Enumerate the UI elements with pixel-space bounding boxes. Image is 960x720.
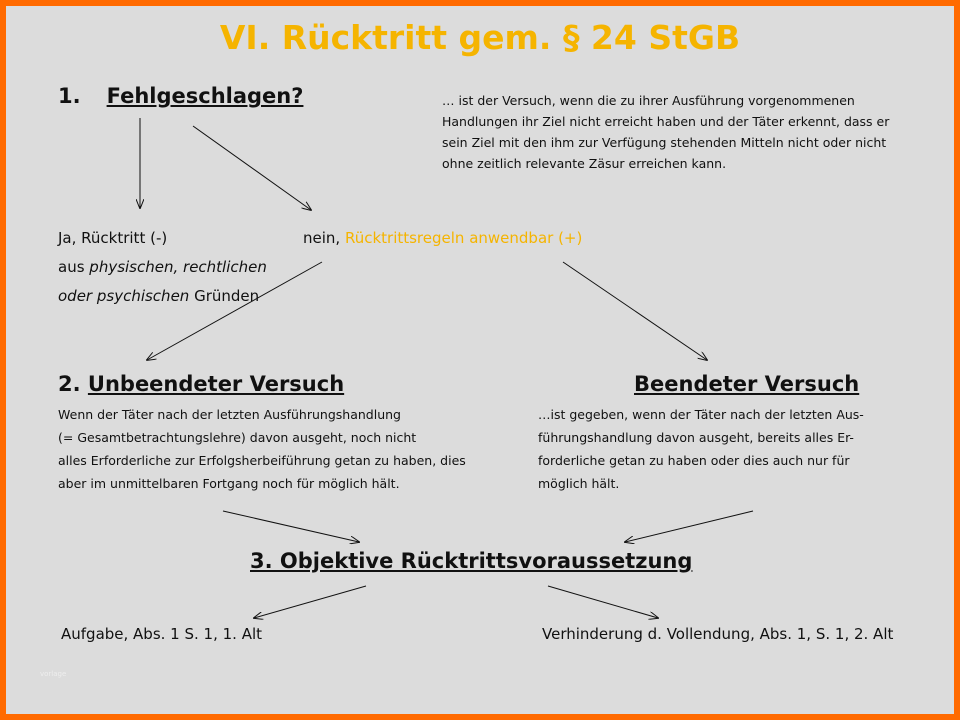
unbeendet-line: (= Gesamtbetrachtungslehre) davon ausgeht, noch nicht — [58, 430, 417, 445]
section1-number: 1. — [58, 84, 81, 108]
beendet-line: forderliche getan zu haben oder dies auch nur für — [538, 453, 850, 468]
definition-line: Handlungen ihr Ziel nicht erreicht haben und der Täter erkennt, dass er — [442, 114, 890, 129]
ja-line3: oder psychischen Gründen — [58, 287, 260, 305]
beendet-line: möglich hält. — [538, 476, 620, 491]
beendet-line: …ist gegeben, wenn der Täter nach der letzten Aus- — [538, 407, 864, 422]
arrow-to-aufgabe — [254, 586, 366, 618]
arrow-beendet-to-3 — [625, 511, 753, 542]
ja-line2: aus physischen, rechtlichen — [58, 258, 267, 276]
beendet-definition — [538, 403, 864, 495]
arrow-to-verhinderung — [548, 586, 658, 618]
beendet-heading: Beendeter Versuch — [634, 372, 860, 396]
section1-heading — [58, 84, 303, 108]
definition-line: … ist der Versuch, wenn die zu ihrer Ausführung vorgenommenen — [442, 93, 855, 108]
section3-heading: 3. Objektive Rücktrittsvoraussetzung — [250, 549, 693, 573]
outcome-aufgabe: Aufgabe, Abs. 1 S. 1, 1. Alt — [61, 625, 263, 643]
fehlgeschlagen-definition — [442, 90, 889, 174]
watermark: vorlage — [40, 670, 67, 678]
section1-title: Fehlgeschlagen? — [106, 84, 304, 108]
section2-heading — [58, 372, 344, 396]
section2-title: Unbeendeter Versuch — [87, 372, 345, 396]
ja-branch — [58, 224, 267, 311]
unbeendet-line: alles Erforderliche zur Erfolgsherbeiführung getan zu haben, dies — [58, 453, 466, 468]
arrow-to-nein — [193, 126, 311, 210]
definition-line: ohne zeitlich relevante Zäsur erreichen kann. — [442, 156, 727, 171]
section2-number: 2. — [58, 372, 88, 396]
outcome-verhinderung: Verhinderung d. Vollendung, Abs. 1, S. 1, 2. Alt — [542, 625, 894, 643]
nein-prefix: nein, — [303, 229, 345, 247]
unbeendet-line: aber im unmittelbaren Fortgang noch für möglich hält. — [58, 476, 400, 491]
nein-highlight: Rücktrittsregeln anwendbar (+) — [344, 229, 583, 247]
ja-line1: Ja, Rücktritt (-) — [58, 229, 168, 247]
unbeendet-line: Wenn der Täter nach der letzten Ausführungshandlung — [58, 407, 401, 422]
unbeendet-definition — [58, 403, 466, 495]
arrow-to-beendet — [563, 262, 707, 360]
slide-title: VI. Rücktritt gem. § 24 StGB — [219, 18, 741, 57]
slide — [6, 6, 954, 714]
arrow-unbeendet-to-3 — [223, 511, 359, 542]
nein-branch — [303, 224, 582, 253]
beendet-line: führungshandlung davon ausgeht, bereits alles Er- — [538, 430, 854, 445]
definition-line: sein Ziel mit den ihm zur Verfügung stehenden Mitteln nicht oder nicht — [442, 135, 887, 150]
